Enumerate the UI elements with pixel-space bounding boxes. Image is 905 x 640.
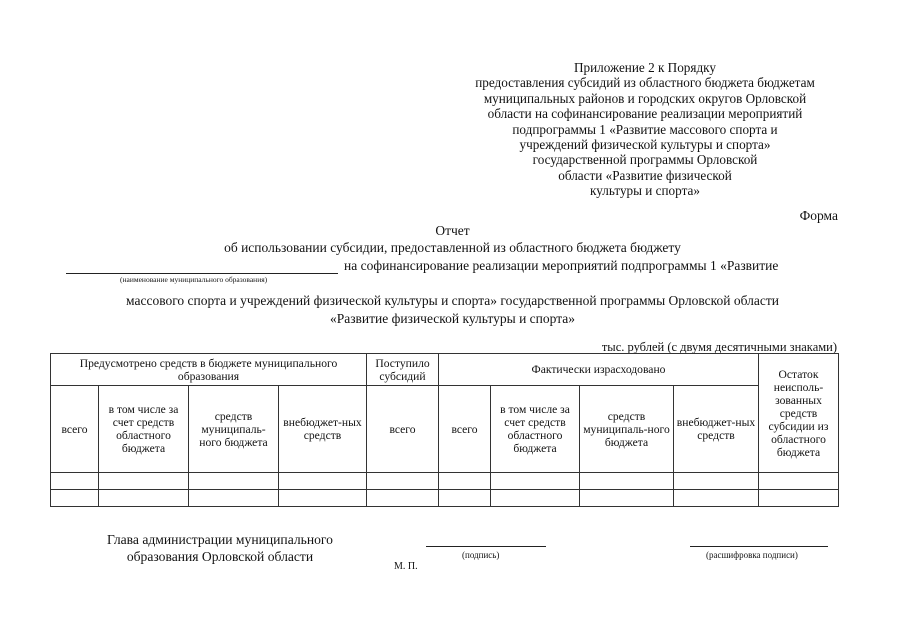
stamp-place: М. П.: [394, 561, 418, 572]
signatory-title: Глава администрации муниципального образования Орловской области: [107, 532, 333, 564]
report-subtitle-cont3: «Развитие физической культуры и спорта»: [329, 311, 576, 326]
table-cell[interactable]: [99, 473, 189, 490]
table-cell[interactable]: [491, 473, 580, 490]
table-cell[interactable]: [580, 490, 674, 507]
table-cell[interactable]: [674, 473, 759, 490]
header-total: всего: [51, 386, 99, 473]
table-cell[interactable]: [51, 473, 99, 490]
table-cell[interactable]: [189, 473, 279, 490]
table-cell[interactable]: [99, 490, 189, 507]
signature-line[interactable]: [426, 546, 546, 547]
table-cell[interactable]: [439, 473, 491, 490]
report-subtitle-cont2: массового спорта и учреждений физической культуры и спорта» государственной программы Орловской области: [126, 293, 779, 308]
table-cell[interactable]: [759, 490, 839, 507]
header-regional-budget: в том числе за счет средств областного бюджета: [99, 386, 189, 473]
header-spent-regional: в том числе за счет средств областного бюджета: [491, 386, 580, 473]
table-cell[interactable]: [367, 490, 439, 507]
table-cell[interactable]: [367, 473, 439, 490]
appendix-line: Приложение 2 к Порядку: [574, 60, 716, 75]
header-municipal-budget: средств муниципаль-ного бюджета: [189, 386, 279, 473]
table-cell[interactable]: [491, 490, 580, 507]
header-received-total: всего: [367, 386, 439, 473]
units-note: тыс. рублей (с двумя десятичными знаками): [601, 340, 837, 354]
appendix-line: муниципальных районов и городских округов Орловской: [483, 90, 807, 106]
appendix-line: предоставления субсидий из областного бюджета бюджетам: [475, 75, 815, 91]
form-label: Форма: [799, 208, 838, 223]
header-spent-off-budget: внебюджет-ных средств: [674, 386, 759, 473]
table-cell[interactable]: [279, 473, 367, 490]
table-row: [51, 490, 839, 507]
signature-decode-line[interactable]: [690, 546, 828, 547]
table-row: [51, 473, 839, 490]
appendix-line: государственной программы Орловской: [532, 152, 758, 168]
table-cell[interactable]: [439, 490, 491, 507]
table-cell[interactable]: [189, 490, 279, 507]
report-table: [50, 353, 839, 507]
appendix-line: подпрограммы 1 «Развитие массового спорта и: [512, 121, 778, 137]
appendix-header: [440, 60, 850, 199]
header-off-budget: внебюджет-ных средств: [279, 386, 367, 473]
report-subtitle: об использовании субсидии, предоставленной из областного бюджета бюджету: [224, 240, 681, 255]
table-cell[interactable]: [759, 473, 839, 490]
report-title: Отчет: [435, 223, 470, 238]
table-cell[interactable]: [580, 473, 674, 490]
signature-caption: (подпись): [462, 550, 500, 560]
appendix-line: культуры и спорта»: [590, 183, 700, 199]
header-spent-municipal: средств муниципаль-ного бюджета: [580, 386, 674, 473]
municipality-field[interactable]: [66, 259, 338, 274]
table-cell[interactable]: [51, 490, 99, 507]
report-subtitle-cont: на софинансирование реализации мероприятий подпрограммы 1 «Развитие: [344, 258, 779, 273]
header-received-subsidies: Поступило субсидий: [367, 354, 439, 386]
municipality-line: [66, 258, 778, 274]
table-cell[interactable]: [674, 490, 759, 507]
municipality-caption: (наименование муниципального образования): [120, 275, 268, 284]
header-planned-funds: Предусмотрено средств в бюджете муниципального образования: [51, 354, 367, 386]
table-cell[interactable]: [279, 490, 367, 507]
appendix-line: области «Развитие физической: [558, 167, 732, 183]
header-spent-total: всего: [439, 386, 491, 473]
header-unused-remainder: Остаток неисполь-зованных средств субсидии из областного бюджета: [759, 354, 839, 473]
appendix-line: области на софинансирование реализации мероприятий: [487, 106, 803, 122]
signature-decode-caption: (расшифровка подписи): [706, 550, 798, 560]
header-actually-spent: Фактически израсходовано: [439, 354, 759, 386]
appendix-line: учреждений физической культуры и спорта»: [519, 137, 771, 153]
